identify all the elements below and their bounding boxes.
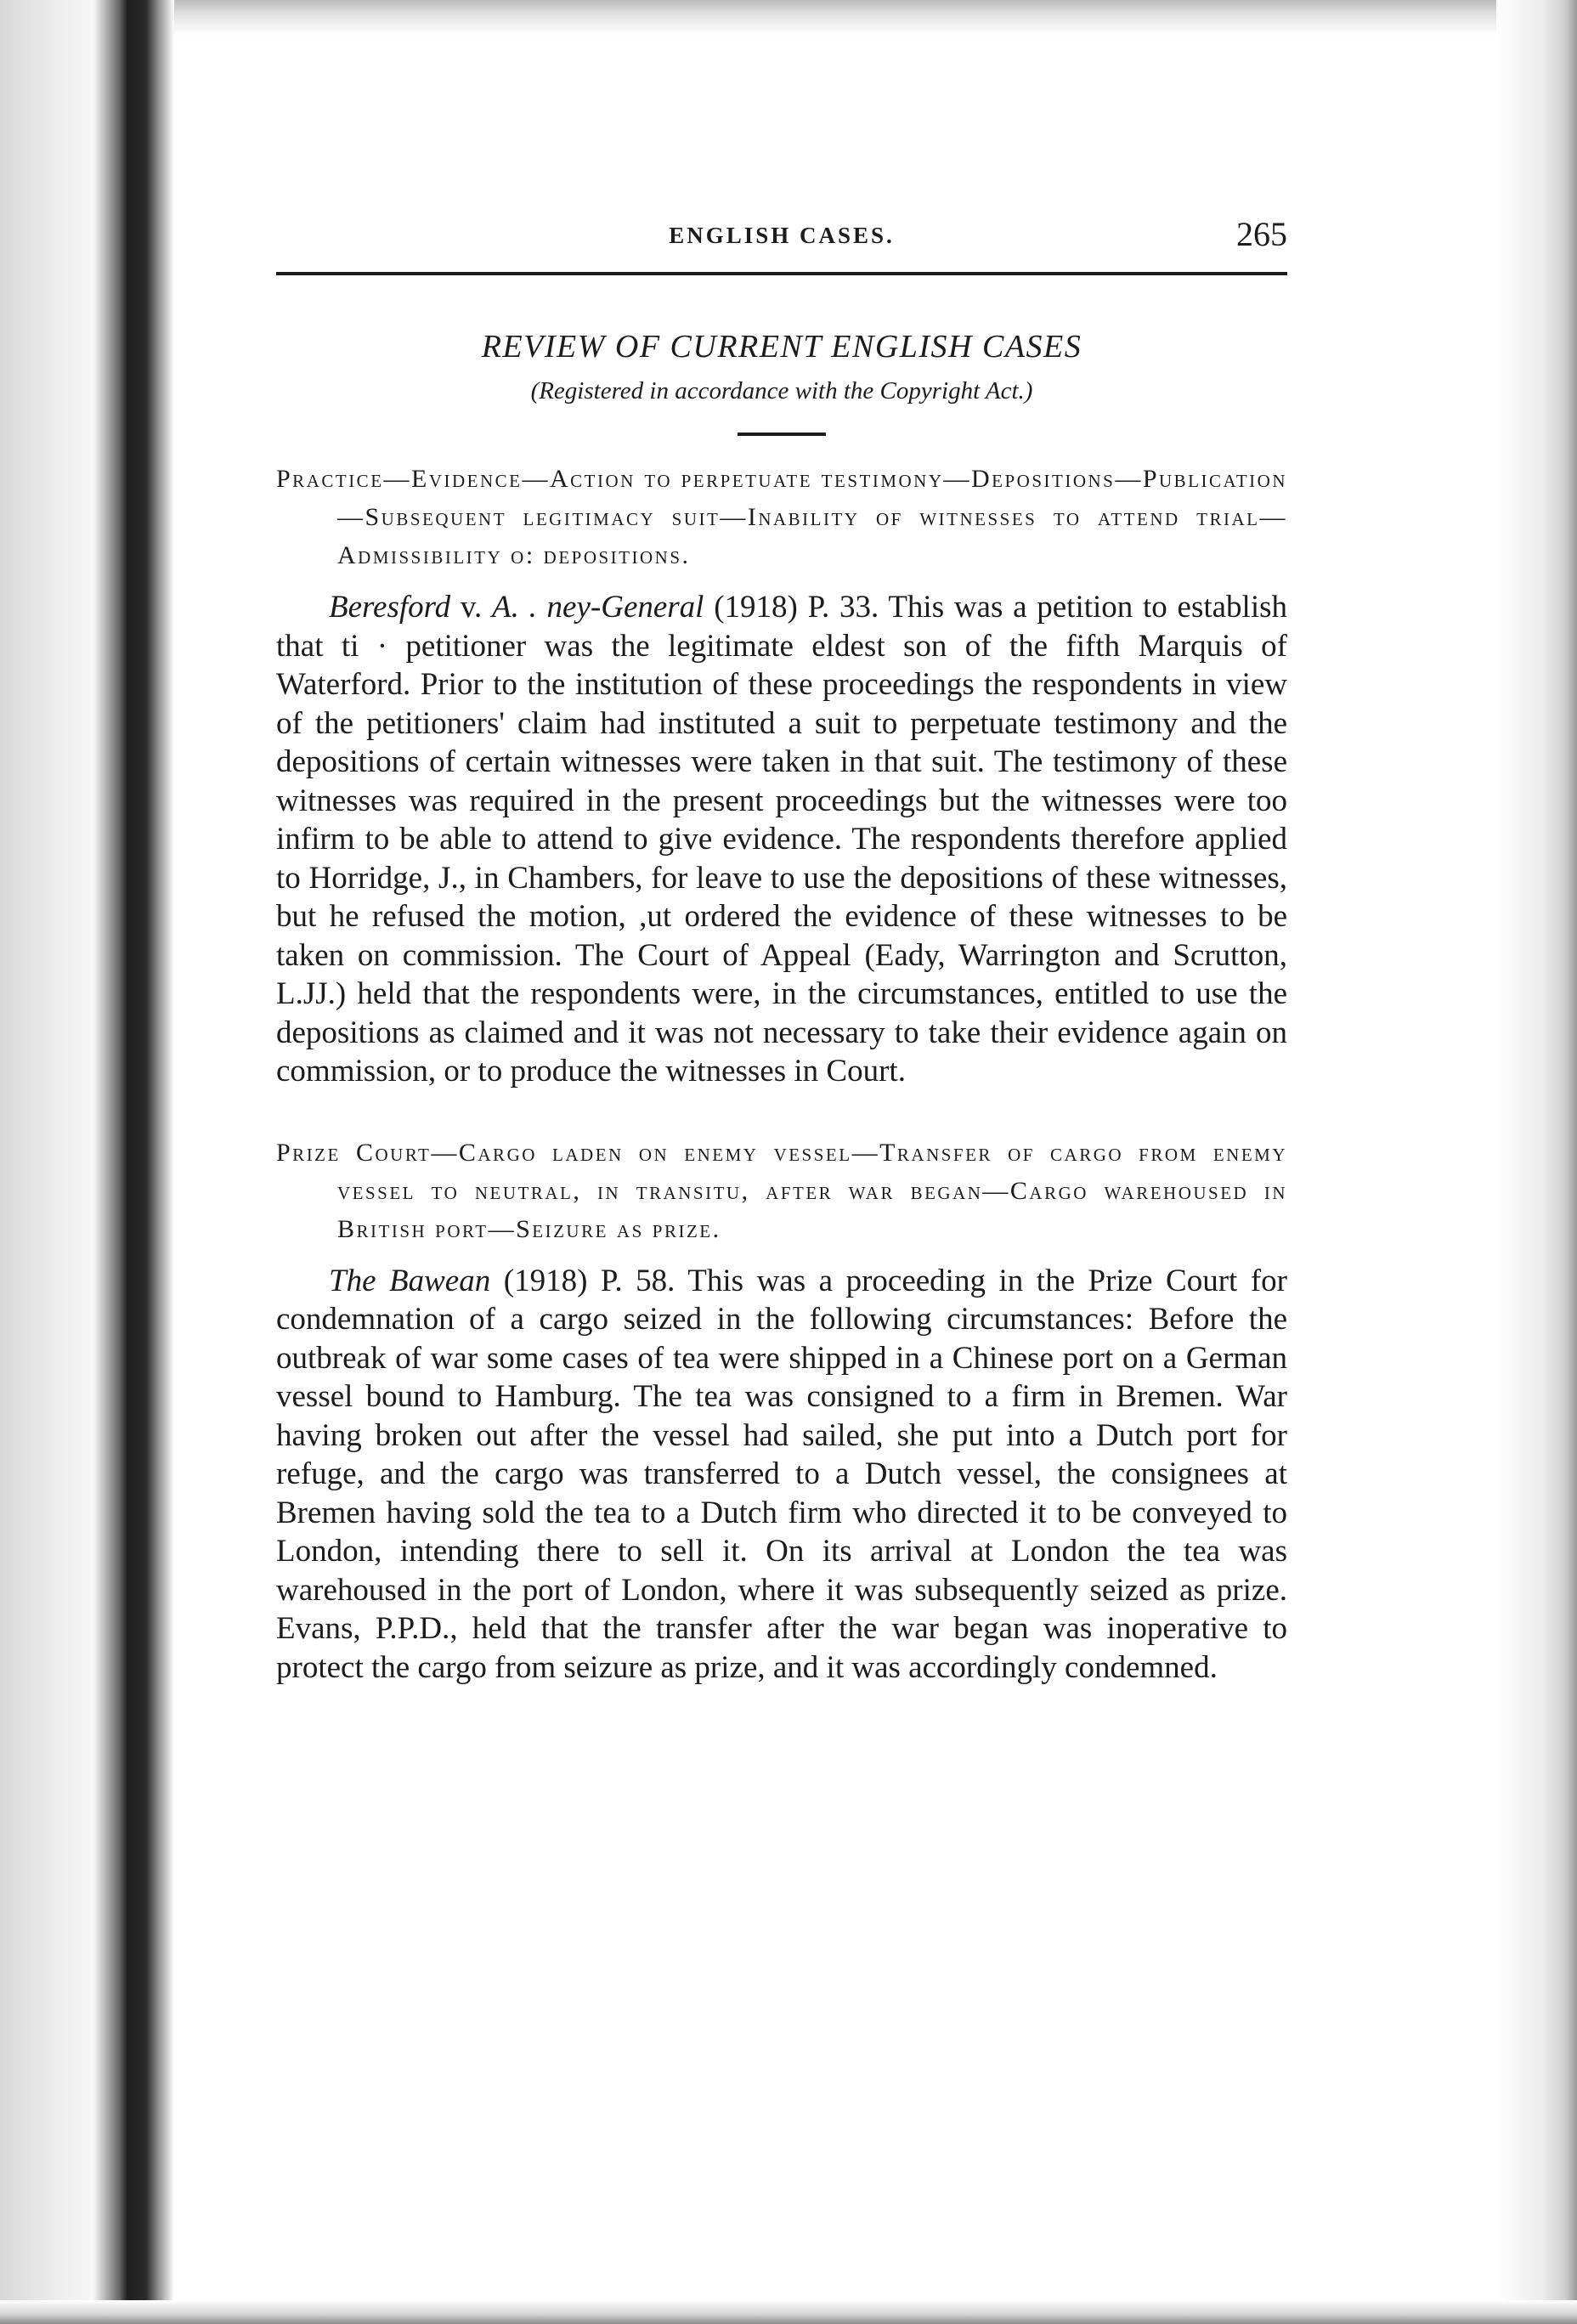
case-paragraph	[276, 1262, 1287, 1688]
case-name: The Bawean	[329, 1263, 491, 1298]
section-subtitle: (Registered in accordance with the Copyright Act.)	[530, 377, 1033, 404]
document-page	[276, 212, 1287, 1718]
case-text: This was a petition to establish that ti · petitioner was the legitimate eldest son of the fifth Marquis of Waterford. Prior to the institution of these proceedings the respondents in view of the petitioners' claim had instituted a suit to perpetuate testimony and the depositions of certain witnesses were taken in that suit. The testimony of these witnesses was required in the present proceedings but the witnesses were too infirm to be able to attend to give evidence. The respondents therefore applied to Horridge, J., in Chambers, for leave to use the depositions of these witnesses, but he refused the motion, ,ut ordered the evidence of these witnesses to be taken on commission. The Court of Appeal (Eady, Warrington and Scrutton, L.JJ.) held that the respondents were, in the circumstances, entitled to use the depositions as claimed and it was not necessary to take their evidence again on commission, or to produce the witnesses in Court.	[276, 590, 1288, 1088]
case-text: This was a proceeding in the Prize Court for condemnation of a cargo seized in the following circumstances: Before the outbreak of war some cases of tea were shipped in a Chinese port on a German vessel bound to Hamburg. The tea was consigned to a firm in Bremen. War having broken out after the vessel had sailed, she put into a Dutch port for refuge, and the cargo was transferred to a Dutch vessel, the consignees at Bremen having sold the tea to a Dutch firm who directed it to be conveyed to London, intending there to sell it. On its arrival at London the tea was warehoused in the port of London, where it was subsequently seized as prize. Evans, P.P.D., held that the transfer after the war began was inoperative to protect the cargo from seizure as prize, and it was accordingly condemned.	[276, 1263, 1288, 1685]
case-versus: v.	[450, 590, 492, 625]
scan-top-edge	[0, 0, 1577, 36]
scan-bottom-edge	[0, 2300, 1577, 2324]
scan-binding-edge	[0, 0, 174, 2324]
case-citation: (1918) P. 33.	[704, 590, 889, 625]
header-rule	[276, 272, 1287, 275]
section-divider	[738, 433, 826, 436]
running-head	[276, 212, 1287, 263]
case-heading: Prize Court—Cargo laden on enemy vessel—Transfer of cargo from enemy vessel to neutral, in transitu, after war began—Cargo warehoused in British port—Seizure as prize.	[276, 1138, 1287, 1243]
case-name: Beresford	[329, 590, 451, 625]
section-title: REVIEW OF CURRENT ENGLISH CASES	[481, 329, 1082, 365]
case-heading: Practice—Evidence—Action to perpetuate testimony—Depositions—Publication—Subsequent legitimacy suit—Inability of witnesses to attend trial—Admissibility o: depositions.	[276, 465, 1287, 569]
case-paragraph	[276, 588, 1287, 1091]
page-number: 265	[1236, 215, 1287, 253]
case-citation: (1918) P. 58.	[490, 1263, 688, 1298]
scan-right-edge	[1496, 0, 1577, 2324]
running-title: ENGLISH CASES.	[669, 223, 895, 248]
case-party: A. . ney-General	[492, 590, 704, 625]
